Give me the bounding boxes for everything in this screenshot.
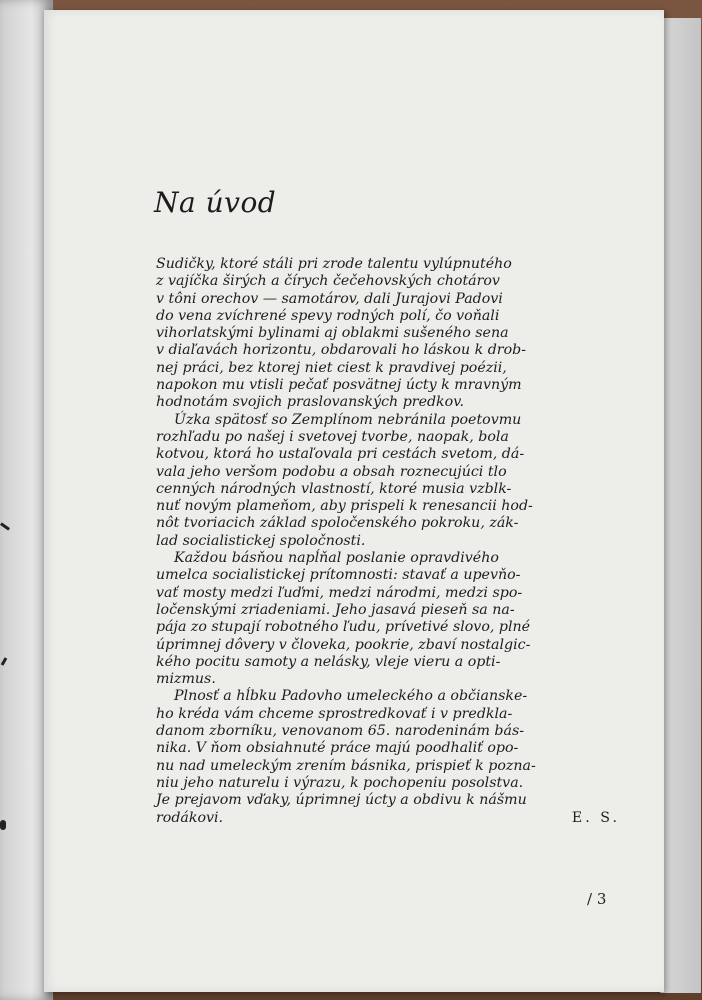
text-line: cenných národných vlastností, ktoré musia vzblk- <box>156 480 512 497</box>
closing-line <box>156 809 620 827</box>
text-line: pája zo stupají robotného ľudu, prívetivé slovo, plné <box>156 619 531 636</box>
left-page-mark <box>1 657 8 665</box>
text-line: vihorlatskými bylinami aj oblakmi sušeného sena <box>156 325 509 342</box>
text-line: ločenskými zriadeniami. Jeho jasavá pieseň sa na- <box>156 601 515 618</box>
text-line: mizmus. <box>156 671 216 688</box>
author-signature: E. S. <box>571 809 620 826</box>
text-line: napokon mu vtisli pečať posvätnej úcty k mravným <box>156 377 522 394</box>
page-number: / 3 <box>587 890 607 908</box>
text-line: vala jeho veršom podobu a obsah roznecujúci tlo <box>156 463 507 480</box>
text-line: úprimnej dôvery v človeka, pookrie, zbaví nostalgic- <box>156 636 531 653</box>
text-line: nika. V ňom obsiahnuté práce majú poodhaliť opo- <box>156 740 519 757</box>
text-line: v tôni orechov — samotárov, dali Jurajovi Padovi <box>156 290 503 307</box>
text-line: umelca socialistickej prítomnosti: stavať a upevňo- <box>156 567 521 584</box>
text-line: ho kréda vám chceme sprostredkovať i v predkla- <box>156 705 513 722</box>
text-line: rozhľadu po našej i svetovej tvorbe, naopak, bola <box>156 428 509 445</box>
text-line: nu nad umeleckým zrením básnika, prispieť k pozna- <box>156 757 536 774</box>
text-line: Sudičky, ktoré stáli pri zrode talentu vylúpnutého <box>156 256 512 272</box>
text-line: niu jeho naturelu i výrazu, k pochopeniu posolstva. <box>156 774 524 791</box>
text-line: hodnotám svojich praslovanských predkov. <box>156 394 465 411</box>
text-line: vať mosty medzi ľuďmi, medzi národmi, medzi spo- <box>156 584 523 601</box>
intro-text <box>156 256 620 827</box>
text-line: Každou básňou napĺňal poslanie opravdivého <box>174 550 499 567</box>
text-line: Je prejavom vďaky, úprimnej úcty a obdivu k nášmu <box>156 792 527 809</box>
text-line: lad socialistickej spoločnosti. <box>156 532 366 549</box>
text-line: nôt tvoriacich základ spoločenského pokroku, zák- <box>156 515 519 532</box>
text-line: nej práci, bez ktorej niet ciest k pravdivej poézii, <box>156 359 507 376</box>
text-line: v diaľavách horizontu, obdarovali ho láskou k drob- <box>156 342 527 359</box>
page-stack-edge <box>660 18 701 993</box>
text-line: do vena zvíchrené spevy rodných polí, čo voňali <box>156 307 500 324</box>
text-line: Úzka spätosť so Zemplínom nebránila poetovmu <box>174 411 522 428</box>
text-line: kého pocitu samoty a nelásky, vleje vieru a opti- <box>156 653 501 670</box>
text-line: rodákovi. <box>156 809 224 826</box>
text-line: kotvou, ktorá ho ustaľovala pri cestách svetom, dá- <box>156 446 525 463</box>
left-page-mark <box>0 522 10 530</box>
book-page <box>44 10 664 992</box>
text-line: z vajíčka širých a čírych čečehovských chotárov <box>156 273 500 290</box>
page-title: Na úvod <box>154 186 277 219</box>
text-line: nuť novým plameňom, aby prispeli k renesancii hod- <box>156 498 533 515</box>
left-page-mark <box>0 820 6 830</box>
text-line: danom zborníku, venovanom 65. narodeninám bás- <box>156 723 525 740</box>
text-line: Plnosť a hĺbku Padovho umeleckého a občianske- <box>174 688 528 705</box>
